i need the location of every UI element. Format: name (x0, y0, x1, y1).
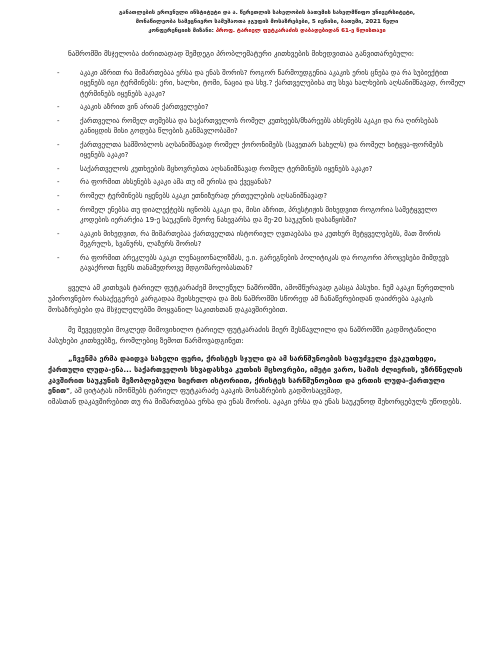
list-dash: - (57, 103, 60, 112)
list-dash: - (57, 253, 60, 262)
list-item (48, 102, 466, 112)
list-item (48, 116, 466, 137)
list-dash: - (57, 164, 60, 173)
list-dash: - (57, 229, 60, 238)
quote-paragraph (48, 354, 466, 396)
list-item-text: რომელ ტერმინებს იყენებს აკაკი ეთნიზურად ერთეულების აღსანიშნავად? (80, 191, 328, 200)
question-list (48, 68, 466, 274)
body-paragraph-2: მე შევეცდები მოკლედ მიმოვიხილო ტარიელ ფუტკარაძის მიერ შესწავლილი და ნაშრომში გადმოტანილი პასუხები კითხვებზე, რომლებიც ზემოთ წარმოვადგინეთ: (48, 325, 437, 345)
header-line-2: მონაწილეობა სამეცნიერო სამუშაოთა ჯგუფის მოსაზრებები, 5 ივნისი, ბათუმი, 2021 წელი (135, 19, 399, 25)
list-item-text: რა ფორმით ახსენებს აკაკი ამა თუ იმ ერისა და ქვეყანას? (80, 178, 272, 187)
header-line-3-accent: პროფ. ტარიელ ფუტკარაძის დაბადებიდან 61-ე წლისთავი (215, 28, 386, 34)
list-dash: - (57, 116, 60, 125)
conference-header (68, 9, 466, 36)
list-item-text: ქართველთა სამშობლოს აღსანიშნავად რომელ ქორონიმებს (სავეთარ სახელს) და რომელ სიტყვა-ფორმებს იყენებს აკაკი? (80, 140, 444, 160)
list-item-text: ქართველია რომელ თემებსა და საქართველოს რომელ კუთხეებს/მხარეებს ახსენებს აკაკი და რა ღირსებას განიცდის მისი გოდება წლების განმავლობაში? (80, 116, 439, 136)
list-item-text: აკაკის აზრით ვინ არიან ქართველები? (80, 103, 209, 112)
list-item (48, 164, 466, 174)
body-paragraph-1: ყველა ამ კითხვას ტარიელ ფუტკარაძემ მოლეწულ ნაშრომში, ამომწურავად გასცა პასუხი. ჩემ აკაკი წერეთლის უპიროვნებო რასაქეგერებ კარგადაა მეისხელდა და მის ნაშრომში სწორედ ამ ჩანაწერებიდან დაიძრება აკაკის მოსაზრებები და მსჯელელებში მოყვანილ საკითხთან დაკავშირებით. (48, 283, 455, 314)
list-item (48, 68, 466, 99)
quote-bold-text: „ჩვენმა ერმა დაიდვა სახელი ფერი, ქრისტეს სჯული და ამ სარწმუნოების საფუძველი ქვაკუთხედი, ქართული ლუდა-ენა... საქართველოს სხვადასხვა კუთხის მცხოვრები, იმეტი ვარო, სამის ძლიერის, უზრწნელის კავშირით საუკუნის მეზობლებული სიერთო ისტორიით, ქრისტეს სარწმუნოებით და ერთის ლუდა-ქართული ენით" (48, 354, 463, 396)
list-item-text: აკაკის მიხედვით, რა მიმართებაა ქართველთა ისტორიულ ღვთაებასა და კუთხურ მეტყველებებს, მათ შორის მეგრულს, სვანურს, ლაზურს შორის? (80, 229, 441, 248)
list-dash: - (57, 68, 60, 77)
list-item (48, 177, 466, 187)
header-line-1: განათლების ეროვნული ინსტიტუტი და ა. წერეთლის სახელობის ბათუმის სახელმწიფო უნივერსიტეტი, (118, 10, 416, 16)
list-item-text: საქართველოს კუთხეების მცხოვრებთა აღსანიშნავად რომელ ტერმინებს იყენებს აკაკი? (80, 164, 373, 173)
header-line-3 (68, 27, 466, 36)
list-dash: - (57, 191, 60, 200)
header-line-3-plain: კონფერენციის მიზანი: (148, 28, 216, 34)
list-item-text: რომელ ენებსა თუ დიალექტებს იცნობს აკაკი და, მისი აზრით, პრესტიჟის მიხედვით როგორია სამეტყველო კოდების იერარქია 19-ე საუკუნის მეორე ნახევარსა და მე-20 საუკუნის დასაწყისში? (80, 205, 438, 224)
list-dash: - (57, 205, 60, 214)
list-dash: - (57, 178, 60, 187)
list-item (48, 191, 466, 201)
list-item (48, 253, 466, 274)
list-item (48, 205, 466, 226)
list-item-text: რა ფორმით არეკლებს აკაკი ლენაციონალიზმას, ე.ი. გარეგნების პოლიტიკას და როგორი პროცესები მიმდევს გავაქროთ ჩვენს თანამედროვე მდგომარეობასთან? (80, 253, 450, 272)
list-item-text: აკაკი აზრით რა მიმართებაა ერსა და ენას შორის? როგორ წარმოუდგენია აკაკის ერის ცნება და რა სუბიექტით იყენებს იგი ტერმინებს: ერი, ხალხი, ტომი, ნაცია და სხვ.? ქართველებისა თუ სხვა ხალხების აღსანიშნავად, რომელ ტერმინებს იყენებს აკაკი? (80, 68, 466, 98)
quote-plain-text: , ამ ციტატას იმოწმებს ტარიელ ფუტკარაძე აკაკის მოსაზრების გადმოსაცემად, (69, 386, 343, 396)
list-item (48, 140, 466, 161)
list-item (48, 229, 466, 250)
list-dash: - (57, 140, 60, 149)
body-paragraph-3: იმასთან დაკავშირებით თუ რა მიმართებაა ერსა და ენას შორის. აკაკი ერსა და ენას საუკუნოდ შეხორცებულს უწოდებს. (48, 396, 462, 406)
intro-paragraph: ნაშრომში მსჯელობა ძირითადად შემდეგი პრობლემატური კითხვების მიხედვითაა განვითარებული: (68, 49, 415, 58)
